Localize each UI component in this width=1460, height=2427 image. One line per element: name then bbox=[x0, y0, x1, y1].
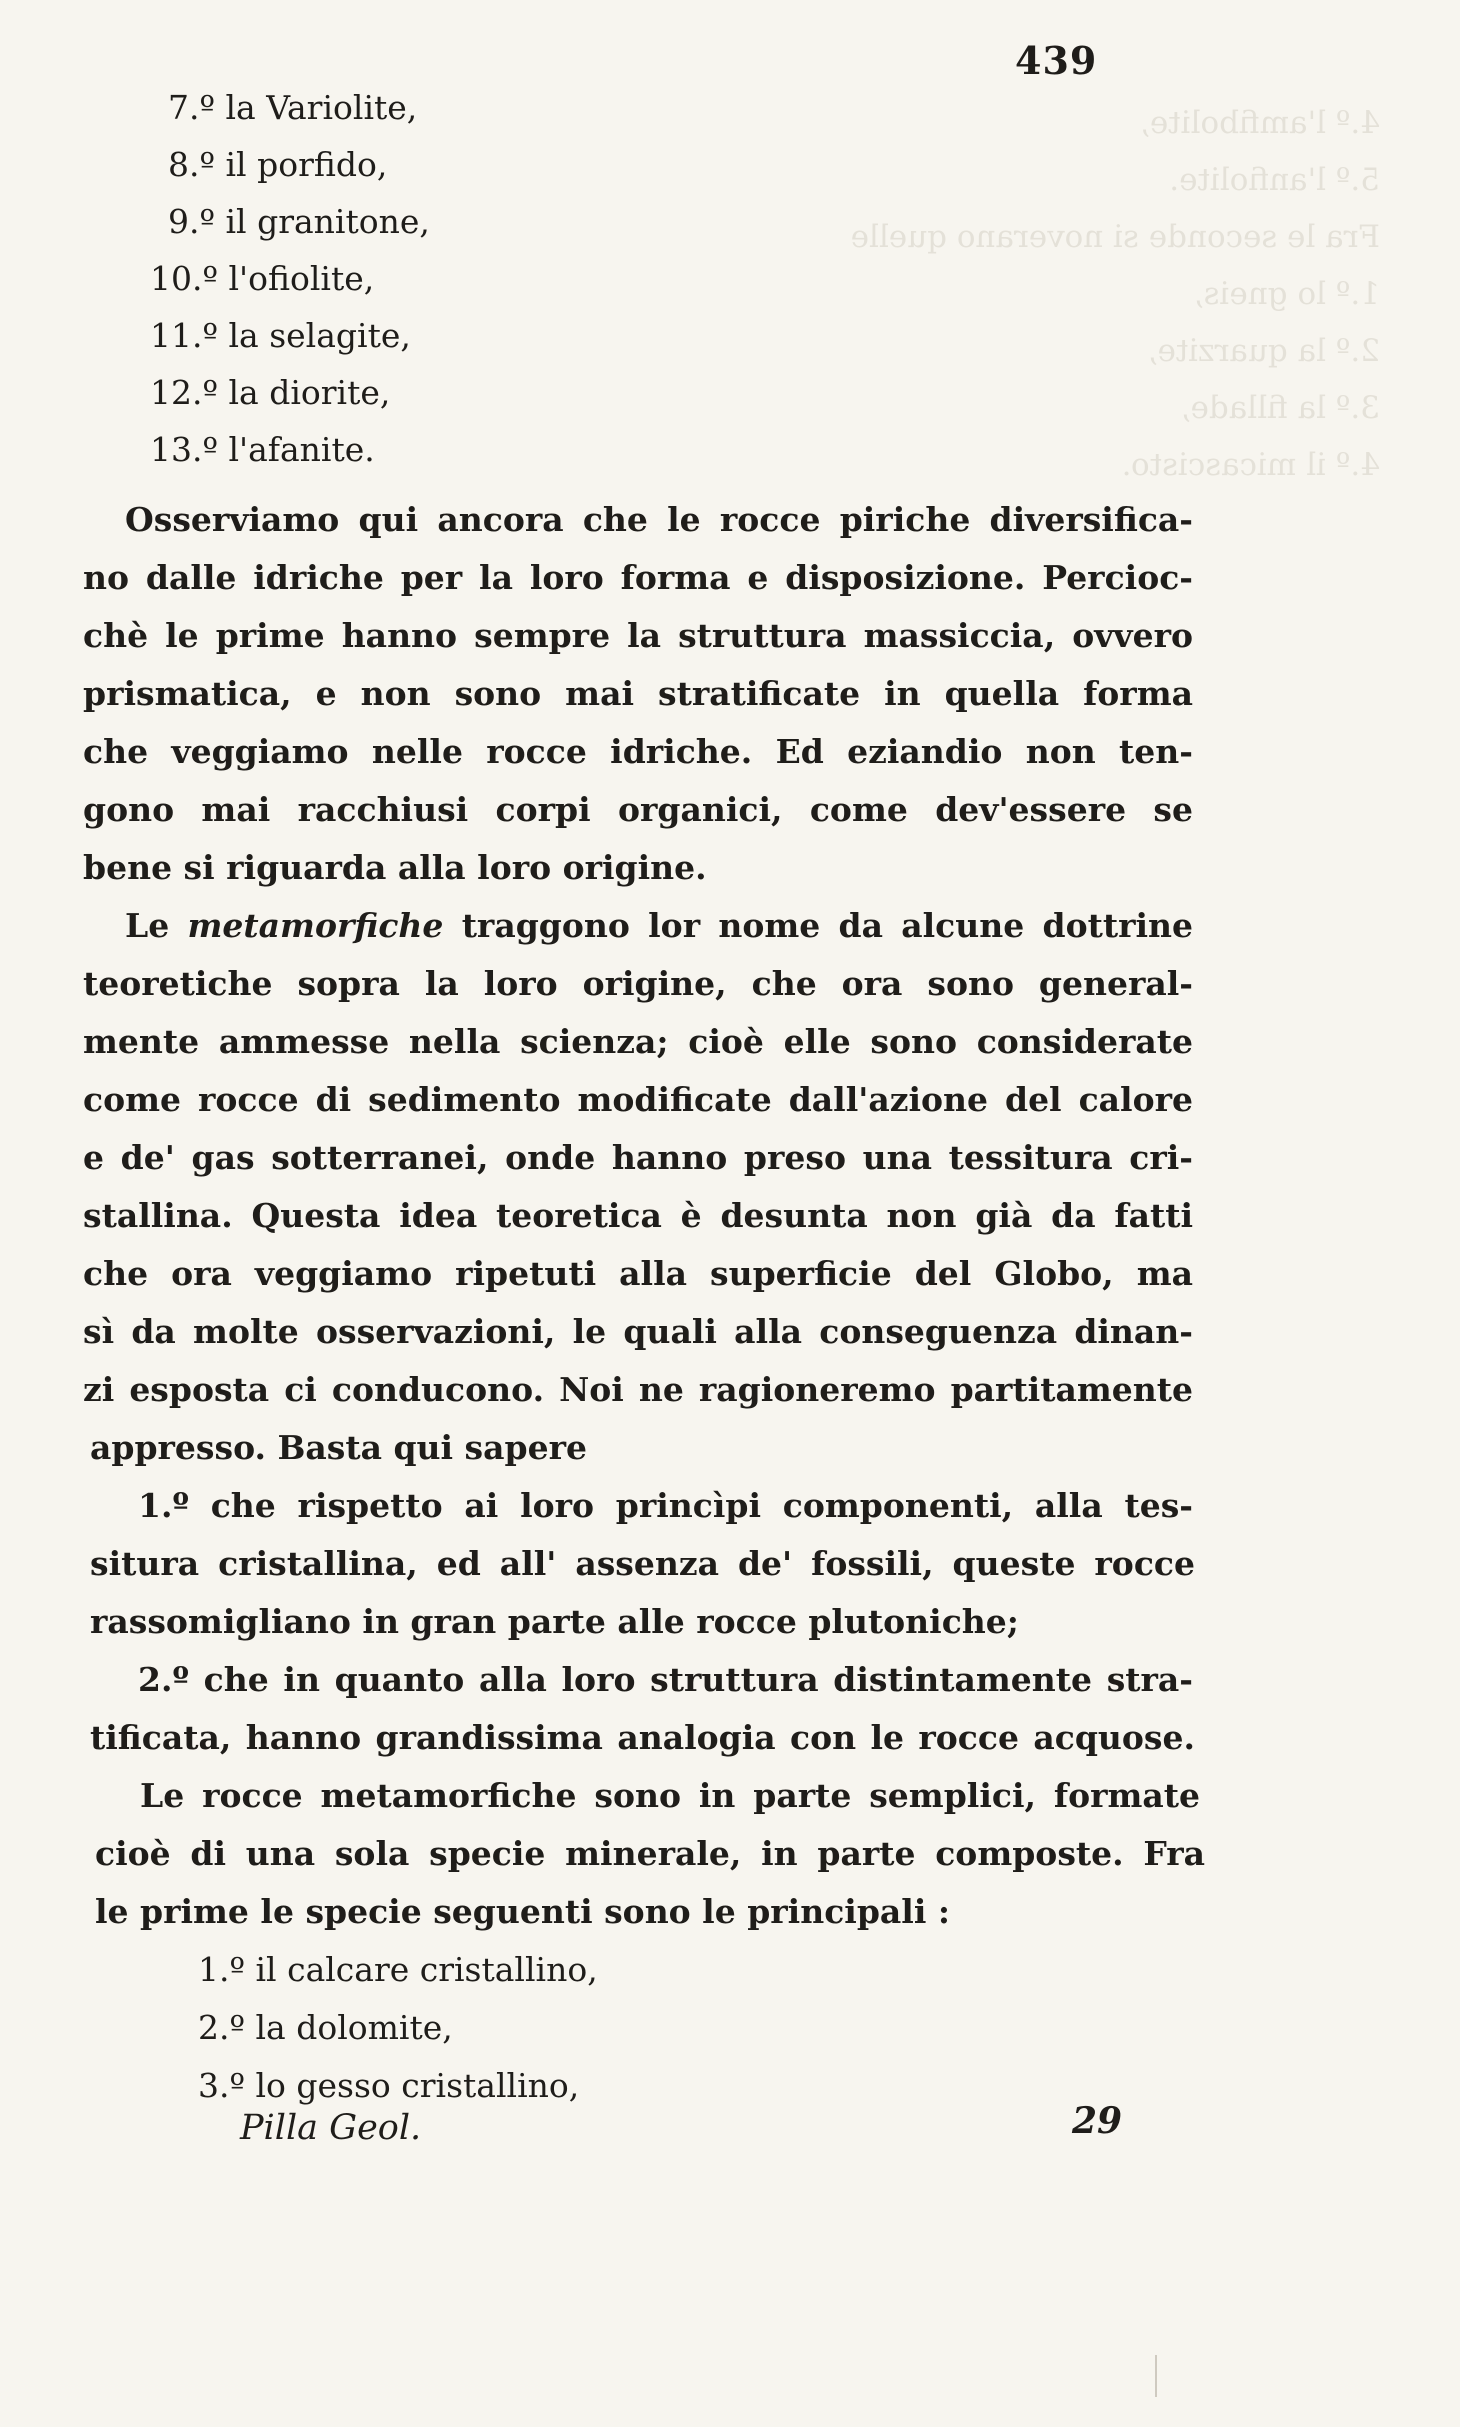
paragraph-line: rassomigliano in gran parte alle rocce plutoniche; bbox=[90, 1602, 1019, 1641]
list-item: 3.º lo gesso cristallino, bbox=[198, 2066, 580, 2105]
italic-term: metamorfiche bbox=[187, 906, 444, 945]
list-item: 8.º il porfido, bbox=[168, 145, 388, 184]
list-item: 13.º l'afanite. bbox=[150, 430, 375, 469]
paragraph-line: Le rocce metamorfiche sono in parte semplici, formate bbox=[140, 1776, 1200, 1815]
paragraph-line: mente ammesse nella scienza; cioè elle sono considerate bbox=[83, 1022, 1193, 1061]
paragraph-line: bene si riguarda alla loro origine. bbox=[83, 848, 707, 887]
list-item: 11.º la selagite, bbox=[150, 316, 411, 355]
list-item: 1.º il calcare cristallino, bbox=[198, 1950, 598, 1989]
paragraph-line: le prime le specie seguenti sono le principali : bbox=[95, 1892, 951, 1931]
paragraph-line: e de' gas sotterranei, onde hanno preso una tessitura cri- bbox=[83, 1138, 1193, 1177]
paragraph-line: gono mai racchiusi corpi organici, come dev'essere se bbox=[83, 790, 1193, 829]
paragraph-line: zi esposta ci conducono. Noi ne ragioneremo partitamente bbox=[83, 1370, 1193, 1409]
paragraph-line: teoretiche sopra la loro origine, che ora sono general- bbox=[83, 964, 1193, 1003]
paragraph-line: situra cristallina, ed all' assenza de' fossili, queste rocce bbox=[90, 1544, 1195, 1583]
list-item: 7.º la Variolite, bbox=[168, 88, 418, 127]
signature-mark: Pilla Geol. bbox=[240, 2108, 422, 2148]
paragraph-line: 1.º che rispetto ai loro princìpi componenti, alla tes- bbox=[138, 1486, 1193, 1525]
list-item: 2.º la dolomite, bbox=[198, 2008, 453, 2047]
page-number: 439 bbox=[1015, 38, 1098, 83]
paragraph-line: sì da molte osservazioni, le quali alla conseguenza dinan- bbox=[83, 1312, 1193, 1351]
paragraph-line: no dalle idriche per la loro forma e disposizione. Percioc- bbox=[83, 558, 1193, 597]
paper-mark bbox=[1155, 2355, 1157, 2397]
paragraph-line: 2.º che in quanto alla loro struttura distintamente stra- bbox=[138, 1660, 1193, 1699]
list-item: 9.º il granitone, bbox=[168, 202, 430, 241]
list-item: 12.º la diorite, bbox=[150, 373, 391, 412]
paragraph-line: stallina. Questa idea teoretica è desunta non già da fatti bbox=[83, 1196, 1193, 1235]
paragraph-line: tificata, hanno grandissima analogia con le rocce acquose. bbox=[90, 1718, 1195, 1757]
paragraph-line: appresso. Basta qui sapere bbox=[90, 1428, 587, 1467]
paragraph-line: prismatica, e non sono mai stratificate in quella forma bbox=[83, 674, 1193, 713]
paragraph-line: come rocce di sedimento modificate dall'azione del calore bbox=[83, 1080, 1193, 1119]
paragraph-line: cioè di una sola specie minerale, in parte composte. Fra bbox=[95, 1834, 1205, 1873]
bleed-through-reverse: 4.º l'amfibolite, 5.º l'anfiolite. Fra le seconde si noverano quelle 1.º lo gneis, 2.º la quarzite, 3.º la fillade, 4.º il micascisto. bbox=[850, 105, 1380, 483]
list-item: 10.º l'ofiolite, bbox=[150, 259, 375, 298]
paragraph-line: chè le prime hanno sempre la struttura massiccia, ovvero bbox=[83, 616, 1193, 655]
paragraph-line: Osserviamo qui ancora che le rocce piriche diversifica- bbox=[125, 500, 1193, 539]
paragraph-line: Le metamorfiche traggono lor nome da alcune dottrine bbox=[125, 906, 1194, 945]
paragraph-line: che ora veggiamo ripetuti alla superficie del Globo, ma bbox=[83, 1254, 1193, 1293]
paragraph-line: che veggiamo nelle rocce idriche. Ed eziandio non ten- bbox=[83, 732, 1193, 771]
gathering-number: 29 bbox=[1072, 2100, 1123, 2142]
